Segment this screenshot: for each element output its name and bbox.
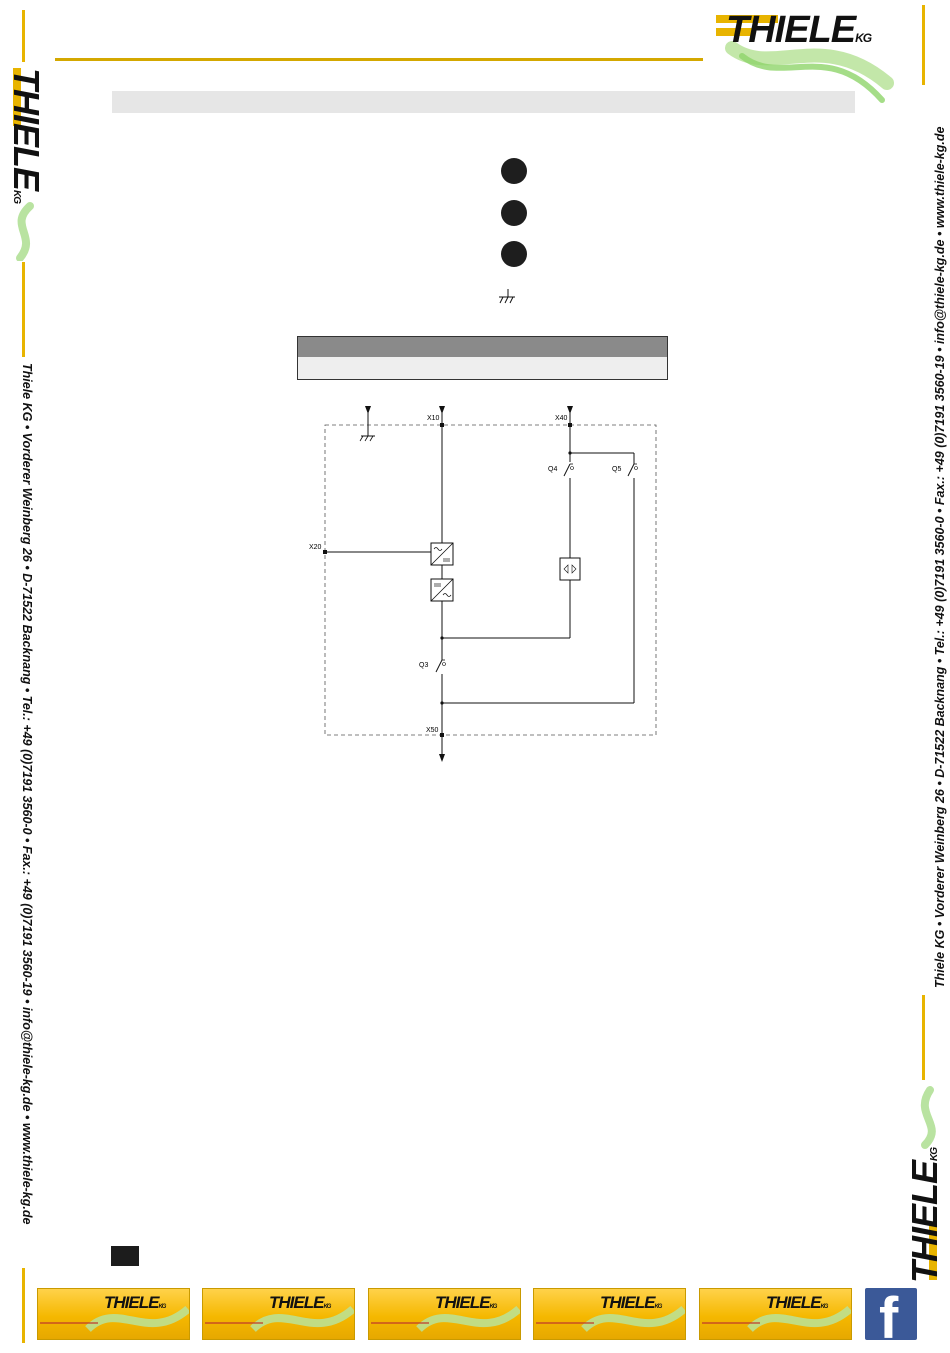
banner-1-suffix: KG: [158, 1304, 166, 1310]
banner-3-suffix: KG: [489, 1304, 497, 1310]
table-row: [297, 357, 668, 380]
charger-block: [431, 543, 453, 565]
static-switch-block: [560, 558, 580, 580]
banner-2-suffix: KG: [323, 1304, 331, 1310]
x50-label: X50: [426, 727, 439, 734]
q5-label: Q5: [612, 466, 622, 473]
left-gold-rule-bottom: [22, 1268, 25, 1343]
x20-label: X20: [309, 544, 322, 551]
banner-3-name: THIELE: [435, 1293, 490, 1312]
x20-terminal: [323, 550, 327, 554]
contact-line-right: Thiele KG • Vorderer Weinberg 26 • D-71522 Backnang • Tel.: +49 (0)7191 3560-0 • Fax.: +49 (0)7191 3560-19 • info@thiele-kg.de • www.thiele-kg.de: [933, 126, 947, 988]
right-gold-rule-mid: [922, 995, 925, 1080]
footer-banner-1[interactable]: [37, 1288, 190, 1340]
footer-banner-3[interactable]: [368, 1288, 521, 1340]
left-side-logo: [6, 66, 47, 261]
x10-terminal: [440, 423, 444, 427]
right-side-logo: [905, 1085, 945, 1285]
q3-label: Q3: [419, 662, 429, 669]
right-logo-suffix: KG: [929, 1147, 940, 1161]
footer-banner-4[interactable]: [533, 1288, 686, 1340]
contact-line-left: Thiele KG • Vorderer Weinberg 26 • D-71522 Backnang • Tel.: +49 (0)7191 3560-0 • Fax.: +49 (0)7191 3560-19 • info@thiele-kg.de • www.thiele-kg.de: [20, 363, 34, 1225]
banner-4-name: THIELE: [600, 1293, 655, 1312]
circuit-diagram: [300, 398, 670, 768]
footer-banner-2[interactable]: [202, 1288, 355, 1340]
q4-label: Q4: [548, 466, 558, 473]
status-dot-3: [501, 241, 527, 267]
right-gold-rule-top: [922, 5, 925, 85]
earth-input: [360, 406, 375, 441]
q5-switch: [628, 464, 638, 703]
device-enclosure: [325, 425, 656, 735]
banner-4-suffix: KG: [654, 1304, 662, 1310]
x50-output-arrow: [439, 754, 445, 762]
banner-2-name: THIELE: [269, 1293, 324, 1312]
banner-1-name: THIELE: [104, 1293, 159, 1312]
right-logo-name: THIELE: [904, 1160, 945, 1283]
header-rule: [55, 58, 703, 61]
x10-label: X10: [427, 415, 440, 422]
banner-5-name: THIELE: [766, 1293, 821, 1312]
table-header: [297, 336, 668, 358]
facebook-icon[interactable]: [865, 1288, 917, 1340]
logo-suffix: KG: [855, 31, 872, 45]
logo-name: THIELE: [726, 9, 856, 51]
status-dot-1: [501, 158, 527, 184]
facebook-glyph: f: [879, 1288, 899, 1340]
status-dot-2: [501, 200, 527, 226]
banner-5-suffix: KG: [820, 1304, 828, 1310]
x40-label: X40: [555, 415, 568, 422]
footer-banner-5[interactable]: [699, 1288, 852, 1340]
left-gold-rule-top: [22, 10, 25, 62]
left-logo-suffix: KG: [11, 190, 22, 204]
x40-terminal: [568, 423, 572, 427]
left-logo-name: THIELE: [6, 68, 47, 191]
q3-switch: [436, 660, 446, 735]
inverter-block: [431, 579, 453, 601]
brand-logo[interactable]: [712, 8, 897, 108]
left-gold-rule-mid: [22, 262, 25, 357]
ground-icon: [497, 289, 517, 307]
q4-switch: [564, 464, 574, 558]
page-number-block: [111, 1246, 139, 1266]
